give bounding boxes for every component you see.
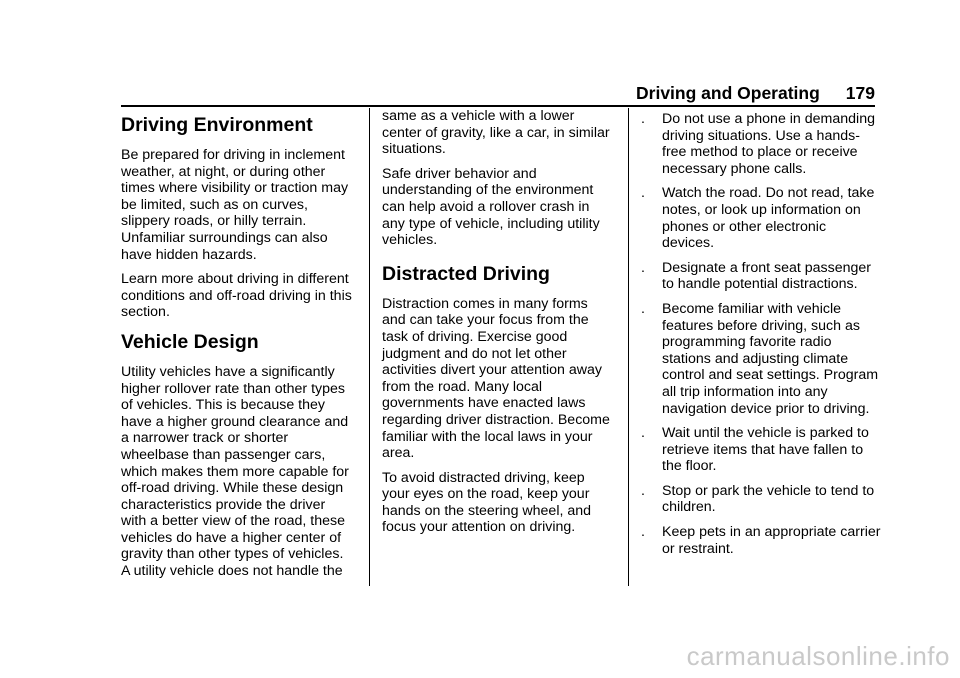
list-item: . Watch the road. Do not read, take notes, or look up information on phones or other electronic devices. bbox=[641, 185, 875, 252]
paragraph: Be prepared for driving in inclement weather, at night, or during other times where visibility or traction may be limited, such as on curves, slippery roads, or hilly terrain. Unfamiliar surroundings can also have hidden hazards. bbox=[121, 147, 349, 263]
bullet-icon: . bbox=[641, 111, 645, 127]
column-divider bbox=[628, 108, 629, 586]
bullet-icon: . bbox=[641, 482, 645, 499]
bullet-icon: . bbox=[641, 185, 645, 202]
paragraph: Distraction comes in many forms and can take your focus from the task of driving. Exercise good judgment and do not let other activities divert your attention away from the road. Many local governments have enacted laws regarding driver distraction. Become familiar with the local laws in your area. bbox=[382, 295, 610, 462]
paragraph: Safe driver behavior and understanding of the environment can help avoid a rollover crash in any type of vehicle, including utility vehicles. bbox=[382, 165, 600, 249]
header-rule bbox=[121, 105, 875, 107]
page-header bbox=[636, 83, 875, 104]
heading-distracted-driving: Distracted Driving bbox=[382, 262, 550, 285]
list-item: . Keep pets in an appropriate carrier or restraint. bbox=[641, 524, 881, 557]
bullet-icon: . bbox=[641, 259, 645, 276]
list-item: . Become familiar with vehicle features before driving, such as programming favorite radio stations and adjusting climate control and seat settings. Program all trip information into any navigation device prior to driving. bbox=[641, 300, 879, 417]
list-item: . Designate a front seat passenger to handle potential distractions. bbox=[641, 259, 872, 293]
column-1 bbox=[121, 108, 353, 588]
tips-list bbox=[641, 111, 881, 557]
bullet-icon: . bbox=[641, 300, 645, 317]
paragraph: Learn more about driving in different conditions and off-road driving in this section. bbox=[121, 271, 352, 321]
page-number: 179 bbox=[845, 83, 875, 103]
list-item: . Stop or park the vehicle to tend to children. bbox=[641, 482, 875, 516]
heading-vehicle-design: Vehicle Design bbox=[121, 330, 259, 353]
column-divider bbox=[369, 108, 370, 586]
paragraph: same as a vehicle with a lower center of gravity, like a car, in similar situations. bbox=[382, 108, 610, 158]
paragraph: To avoid distracted driving, keep your eyes on the road, keep your hands on the steering wheel, and focus your attention on driving. bbox=[382, 469, 592, 536]
section-title: Driving and Operating bbox=[636, 83, 820, 103]
list-item: . Wait until the vehicle is parked to retrieve items that have fallen to the floor. bbox=[641, 425, 869, 475]
list-item: . Do not use a phone in demanding driving situations. Use a hands-free method to place or receive necessary phone calls. bbox=[641, 111, 875, 177]
site-watermark: carmanualsonline.info bbox=[686, 641, 950, 671]
bullet-icon: . bbox=[641, 524, 645, 541]
bullet-icon: . bbox=[641, 425, 645, 442]
heading-driving-environment: Driving Environment bbox=[121, 114, 313, 136]
column-2 bbox=[382, 108, 614, 544]
paragraph: Utility vehicles have a significantly higher rollover rate than other types of vehicles. This is because they have a higher ground clearance and a narrower track or shorter wheelbase than passenger cars, which makes them more capable for off-road driving. While these design characteristics provide the driver with a better view of the road, these vehicles do have a higher center of gravity than other types of vehicles. A utility vehicle does not handle the bbox=[121, 363, 349, 580]
column-3 bbox=[641, 108, 881, 565]
